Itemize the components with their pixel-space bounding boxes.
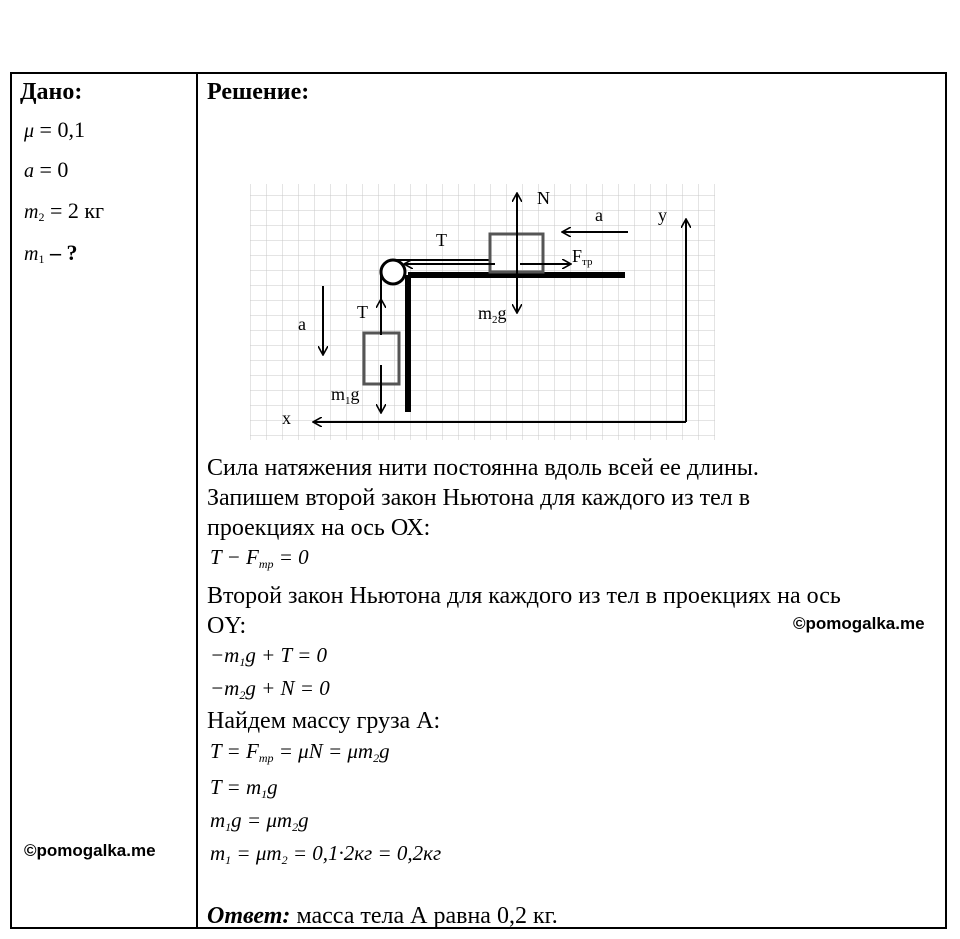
solution-line-5: OY: [207, 613, 247, 639]
label-F: Fтр [572, 246, 593, 268]
equation-1: $T - F_{тр} = 0$ [210, 545, 309, 571]
watermark-left: ©pomogalka.me [24, 841, 156, 860]
equation-6: $m_1g = \mu m_2g$ [210, 808, 309, 834]
pulley [381, 260, 405, 284]
label-a-top: a [595, 205, 603, 225]
solution-line-4: Второй закон Ньютона для каждого из тел в проекциях на ось [207, 583, 841, 609]
given-title: Дано: [20, 79, 83, 105]
label-T-left: T [357, 302, 368, 322]
given-item-m1: $m_1$ – ? [24, 240, 78, 266]
answer: Ответ: масса тела А равна 0,2 кг. [207, 903, 558, 929]
given-item-a: a = 0 [24, 157, 69, 182]
label-a-left: a [298, 314, 306, 334]
physics-diagram [250, 180, 720, 442]
solution-line-1: Сила натяжения нити постоянна вдоль всей ее длины. [207, 455, 759, 481]
equation-7: $m_1 = \mu m_2 = 0,1\cdot 2кг = 0,2кг$ [210, 841, 442, 867]
watermark-right: ©pomogalka.me [793, 614, 925, 633]
label-x: x [282, 408, 291, 428]
given-item-mu: μ = 0,1 [24, 117, 85, 142]
equation-3: $-m_2g + N = 0$ [210, 676, 330, 702]
solution-line-2: Запишем второй закон Ньютона для каждого из тел в [207, 485, 751, 511]
column-divider [196, 72, 198, 929]
label-m2g: $m_2g$ [478, 303, 507, 326]
label-m1g: $m_1g$ [331, 384, 360, 407]
solution-line-3: проекциях на ось ОХ: [207, 515, 431, 541]
equation-2: $-m_1g + T = 0$ [210, 643, 327, 669]
solution-title: Решение: [207, 79, 310, 105]
equation-4: $T = F_{тр} = \mu N = \mu m_2g$ [210, 739, 390, 765]
label-T-top: T [436, 230, 447, 250]
label-N: N [537, 188, 550, 208]
solution-line-6: Найдем массу груза А: [207, 708, 441, 734]
given-item-m2: $m_2 = 2$ кг [24, 198, 105, 224]
equation-5: $T = m_1g$ [210, 775, 278, 801]
label-y: y [658, 205, 667, 225]
